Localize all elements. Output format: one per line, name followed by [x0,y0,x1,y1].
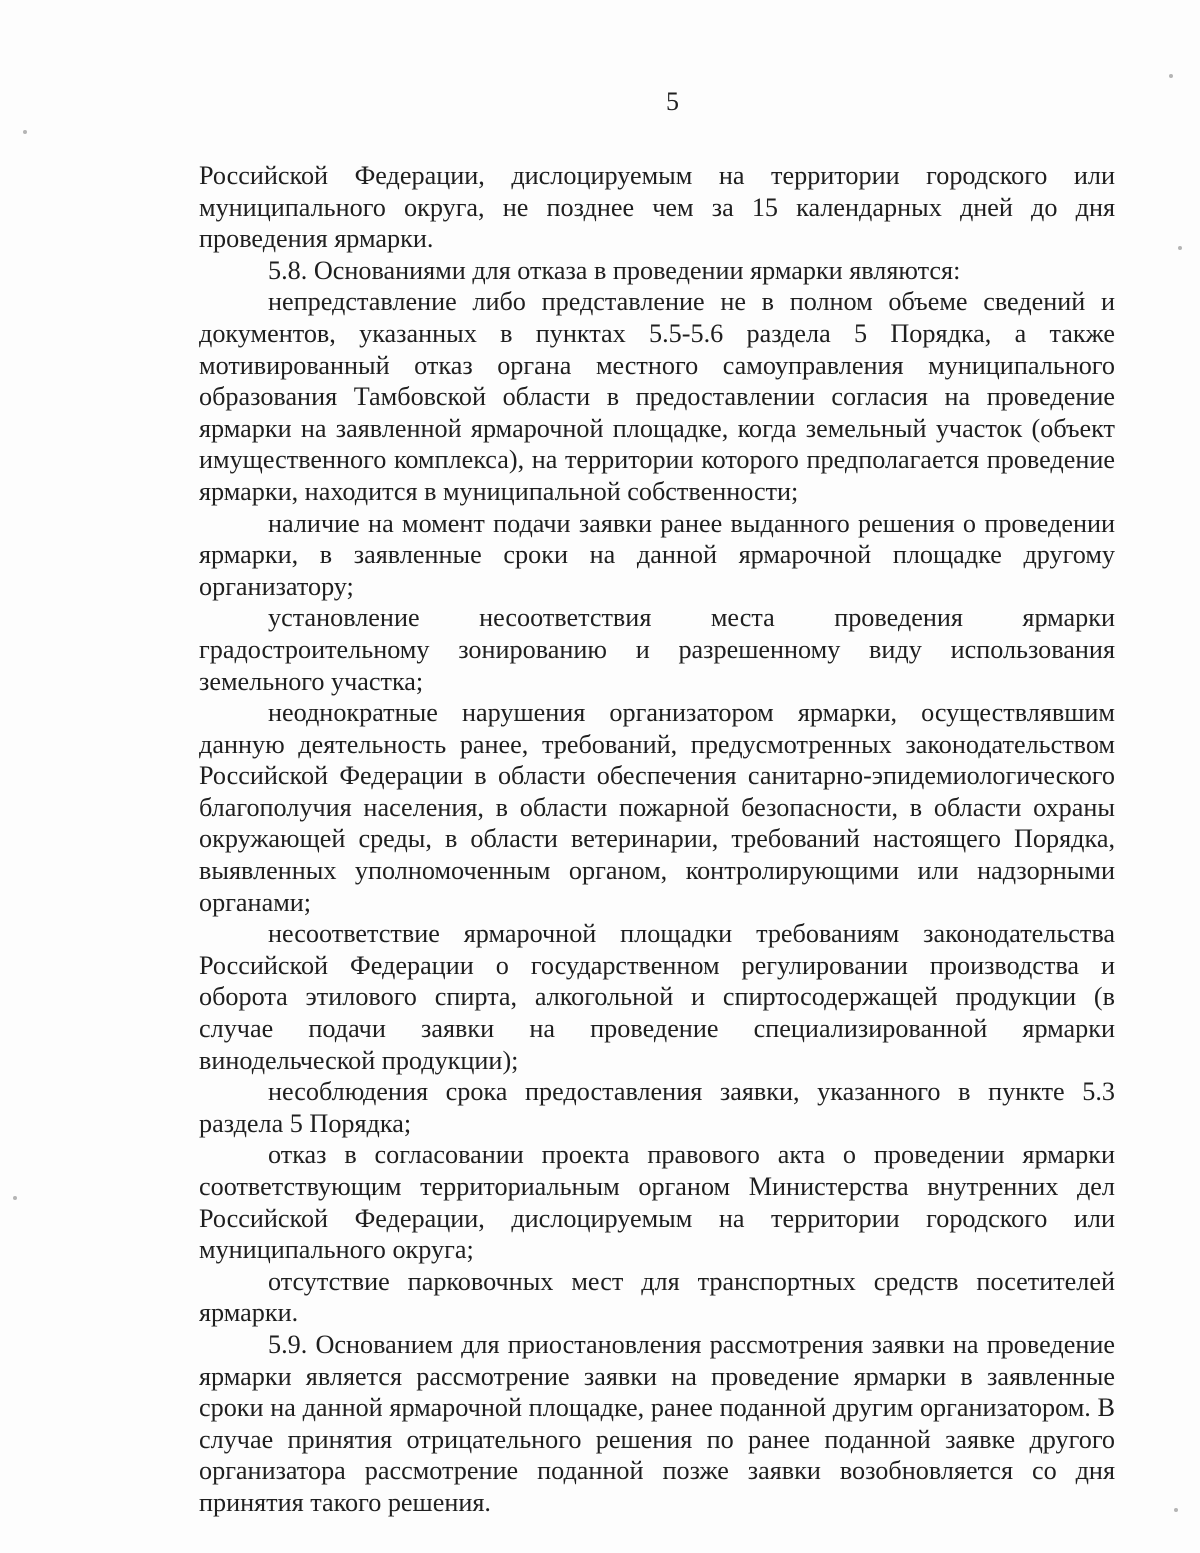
scan-speck [1178,246,1182,250]
paragraph-clause-5-8: 5.8. Основаниями для отказа в проведении ярмарки являются: [268,255,961,285]
paragraph-refusal-ground-2: наличие на момент подачи заявки ранее выданного решения о проведении ярмарки, в заявленные сроки на данной ярмарочной площадке другому организатору; [199,508,1115,601]
paragraph-clause-5-9: 5.9. Основанием для приостановления рассмотрения заявки на проведение ярмарки является рассмотрение заявки на проведение ярмарки в заявленные сроки на данной ярмарочной площадке, ранее поданной другим организатором. В случае принятия отрицательного решения по ранее поданной заявке другого организатора рассмотрение поданной позже заявки возобновляется со дня принятия такого решения. [199,1329,1115,1517]
scan-speck [1169,74,1173,78]
page-number: 5 [666,87,679,116]
scan-speck [1174,1508,1178,1512]
paragraph-refusal-ground-1: непредставление либо представление не в полном объеме сведений и документов, указанных в пунктах 5.5-5.6 раздела 5 Порядка, а также мотивированный отказ органа местного самоуправления муниципального образования Тамбовской области в предоставлении согласия на проведение ярмарки на заявленной ярмарочной площадке, когда земельный участок (объект имущественного комплекса), на территории которого предполагается проведение ярмарки, находится в муниципальной собственности; [199,287,1115,506]
paragraph-refusal-ground-7: отказ в согласовании проекта правового акта о проведении ярмарки соответствующим территориальным органом Министерства внутренних дел Российской Федерации, дислоцируемым на территории городского или муниципального округа; [199,1140,1115,1265]
scan-speck [13,1196,17,1200]
paragraph-refusal-ground-6: несоблюдения срока предоставления заявки, указанного в пункте 5.3 раздела 5 Порядка; [199,1077,1115,1138]
paragraph-refusal-ground-3: установление несоответствия места проведения ярмарки градостроительному зонированию и разрешенному виду использования земельного участка; [199,603,1115,696]
paragraph-refusal-ground-5: несоответствие ярмарочной площадки требованиям законодательства Российской Федерации о государственном регулировании производства и оборота этилового спирта, алкогольной и спиртосодержащей продукции (в случае подачи заявки на проведение специализированной ярмарки винодельческой продукции); [199,919,1115,1075]
document-body [199,160,1115,1519]
paragraph-refusal-ground-8: отсутствие парковочных мест для транспортных средств посетителей ярмарки. [199,1266,1115,1328]
paragraph-continuation: Российской Федерации, дислоцируемым на территории городского или муниципального округа, не позднее чем за 15 календарных дней до дня проведения ярмарки. [199,161,1115,254]
paragraph-refusal-ground-4: неоднократные нарушения организатором ярмарки, осуществлявшим данную деятельность ранее, требований, предусмотренных законодательством Российской Федерации в области обеспечения санитарно-эпидемиологического благополучия населения, в области пожарной безопасности, в области охраны окружающей среды, в области ветеринарии, требований настоящего Порядка, выявленных уполномоченным органом, контролирующими или надзорными органами; [199,698,1115,917]
scan-speck [23,130,27,134]
